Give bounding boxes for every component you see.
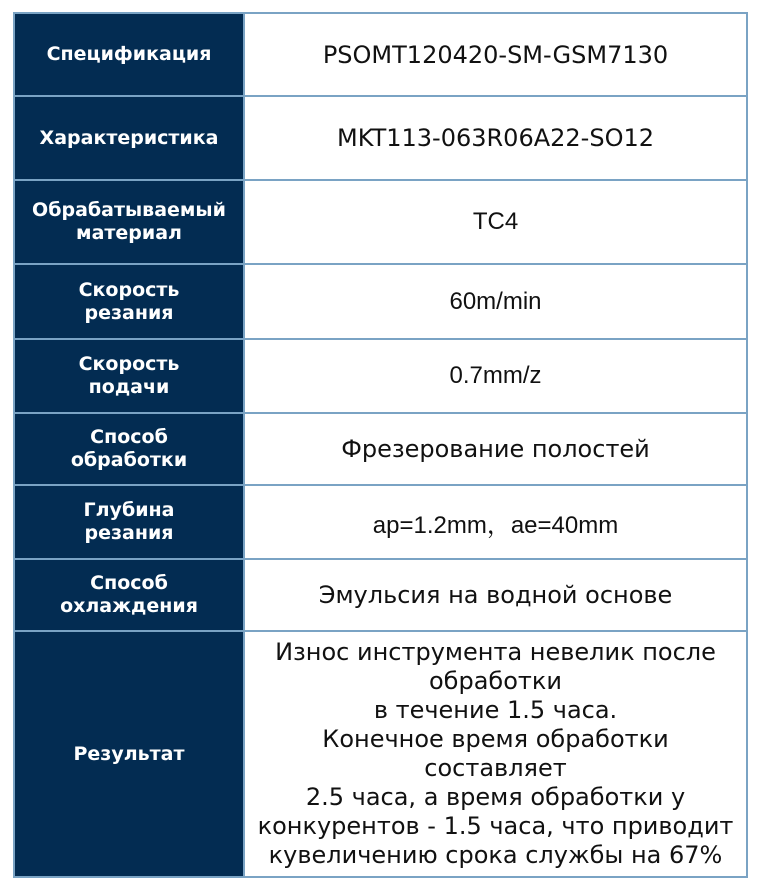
value-text: PSOMT120420-SM-GSM7130	[322, 40, 669, 69]
label-text: подачи	[88, 376, 170, 398]
table-row-specification	[14, 13, 747, 96]
row-label	[14, 180, 244, 264]
row-label	[14, 264, 244, 339]
row-label	[14, 413, 244, 485]
label-text: Характеристика	[39, 126, 219, 149]
label-text: Глубина	[83, 499, 175, 521]
label-text: резания	[84, 522, 174, 544]
row-value	[244, 413, 747, 485]
table-row-cutting-depth	[14, 485, 747, 559]
value-text: Эмульсия на водной основе	[318, 581, 673, 609]
table-row-characteristic	[14, 96, 747, 180]
label-text: обработки	[70, 449, 188, 471]
row-label	[14, 631, 244, 877]
table-row-machining-method	[14, 413, 747, 485]
value-text: Фрезерование полостей	[341, 435, 650, 463]
row-value	[244, 264, 747, 339]
label-text: материал	[76, 222, 182, 244]
table-row-cutting-speed	[14, 264, 747, 339]
table-row-material	[14, 180, 747, 264]
label-text: охлаждения	[60, 595, 198, 617]
result-line: 2.5 часа, а время обработки у	[305, 783, 686, 811]
result-line: кувеличению срока службы на 67%	[268, 841, 723, 869]
row-value	[244, 180, 747, 264]
label-text: Результат	[73, 742, 185, 765]
label-text: Способ	[90, 426, 168, 448]
row-value	[244, 485, 747, 559]
value-text: 0.7mm/z	[449, 362, 542, 389]
value-text: MKT113-063R06A22-SO12	[336, 124, 654, 152]
result-line: Износ инструмента невелик после обработки	[275, 638, 716, 695]
row-label	[14, 13, 244, 96]
label-text: Скорость	[78, 278, 180, 301]
result-line: конкурентов - 1.5 часа, что приводит	[257, 812, 734, 840]
result-line: Конечное время обработки составляет	[322, 725, 669, 782]
row-value	[244, 96, 747, 180]
label-text: Спецификация	[46, 43, 212, 65]
row-label	[14, 485, 244, 559]
table-row-feed-rate	[14, 339, 747, 413]
value-text: TC4	[472, 208, 519, 235]
result-line: в течение 1.5 часа.	[373, 696, 618, 724]
value-text: ap=1.2mm，ae=40mm	[372, 511, 619, 539]
row-label	[14, 96, 244, 180]
label-text: резания	[84, 301, 174, 324]
row-value	[244, 559, 747, 631]
row-value-result	[244, 631, 747, 877]
row-label	[14, 559, 244, 631]
label-text: Скорость	[78, 353, 180, 375]
row-value	[244, 339, 747, 413]
row-value	[244, 13, 747, 96]
row-label	[14, 339, 244, 413]
label-text: Обрабатываемый	[32, 199, 226, 221]
specification-table	[13, 12, 748, 878]
table-row-cooling-method	[14, 559, 747, 631]
label-text: Способ	[90, 572, 168, 594]
table-row-result	[14, 631, 747, 877]
value-text: 60m/min	[449, 287, 542, 315]
